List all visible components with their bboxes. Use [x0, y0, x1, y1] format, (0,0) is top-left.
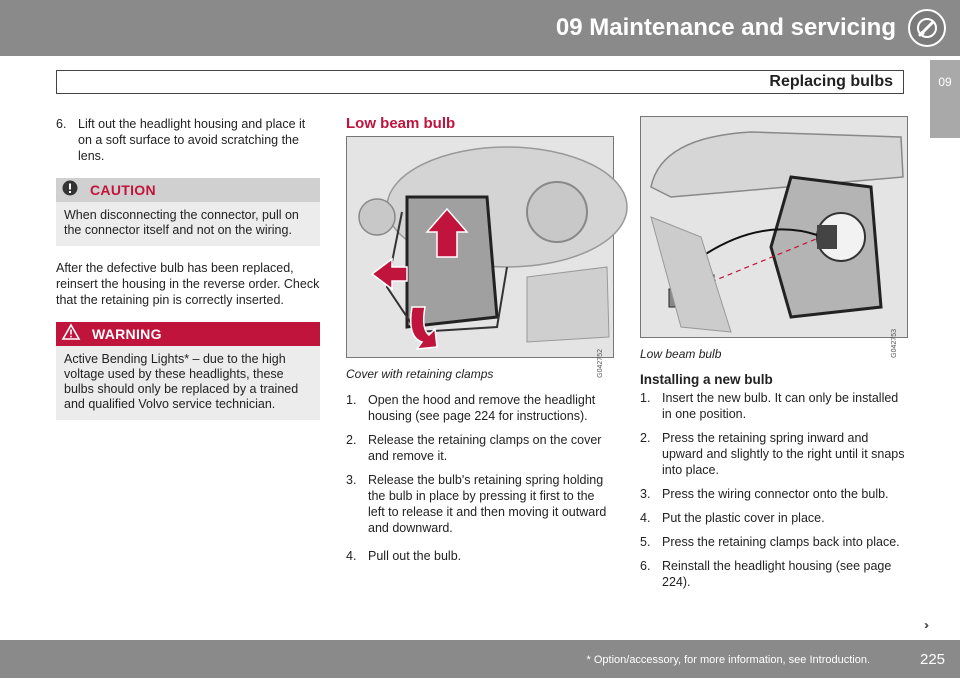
figure-code: G042753: [891, 329, 898, 358]
warning-header: [56, 322, 320, 346]
step-text: Reinstall the headlight housing (see page 224).: [662, 559, 892, 589]
figure-caption: Low beam bulb: [640, 347, 722, 361]
step-number: 6.: [56, 117, 67, 131]
section-title: Replacing bulbs: [769, 73, 893, 90]
chapter-title: 09 Maintenance and servicing: [555, 14, 896, 41]
page-footer-bar: [0, 640, 960, 678]
step-number: 1.: [346, 393, 357, 407]
step-number: 4.: [346, 549, 357, 563]
step-text: Press the wiring connector onto the bulb.: [662, 487, 889, 501]
step-item: [640, 558, 908, 590]
caution-box: [56, 178, 320, 246]
step-item: [640, 510, 908, 526]
warning-text: Active Bending Lights* – due to the high voltage used by these headlights, these bulbs should only be replaced by a trained and qualified Volvo service technician.: [64, 352, 299, 411]
warning-box: [56, 322, 320, 420]
step-text: Insert the new bulb. It can only be installed in one position.: [662, 391, 899, 421]
step-number: 5.: [640, 535, 651, 549]
step-text: Release the retaining clamps on the cover and remove it.: [368, 433, 602, 463]
chapter-header-bar: [0, 0, 960, 56]
chapter-tab-label: 09: [938, 75, 952, 89]
step-text: Lift out the headlight housing and place it on a soft surface to avoid scratching the lens.: [78, 117, 306, 163]
section-heading: Low beam bulb: [346, 115, 456, 132]
step-text: Put the plastic cover in place.: [662, 511, 825, 525]
step-text: Release the bulb's retaining spring holding the bulb in place by pressing it first to the left to release it and then moving it outward and downward.: [368, 473, 607, 535]
step-item: [346, 472, 614, 536]
step-number: 3.: [640, 487, 651, 501]
step-number: 1.: [640, 391, 651, 405]
step-text: Press the retaining clamps back into place.: [662, 535, 900, 549]
warning-triangle-icon: [62, 324, 80, 344]
step-number: 2.: [640, 431, 651, 445]
continue-arrows-icon: ››: [924, 618, 926, 632]
section-bar: [56, 70, 904, 94]
figure-code: G042752: [597, 349, 604, 378]
column-right: [640, 116, 908, 598]
step-item: [640, 486, 908, 502]
figure-caption: Cover with retaining clamps: [346, 367, 494, 381]
caution-text: When disconnecting the connector, pull on the connector itself and not on the wiring.: [64, 208, 299, 237]
step-number: 4.: [640, 511, 651, 525]
step-item: [640, 534, 908, 550]
warning-label: WARNING: [92, 326, 162, 342]
wrench-icon: [908, 9, 946, 47]
exclamation-icon: [62, 180, 78, 200]
step-text: Pull out the bulb.: [368, 549, 462, 563]
step-number: 3.: [346, 473, 357, 487]
step-item: [56, 116, 320, 164]
caution-label: CAUTION: [90, 182, 156, 198]
step-item: [346, 432, 614, 464]
step-number: 2.: [346, 433, 357, 447]
step-item: [346, 548, 614, 564]
paragraph: After the defective bulb has been replaced, reinsert the housing in the reverse order. Check that the retaining pin is correctly inserted.: [56, 261, 320, 307]
column-left: [56, 116, 320, 434]
page-number: 225: [920, 651, 946, 668]
column-middle: [346, 116, 614, 572]
step-item: [346, 392, 614, 424]
section-heading: Installing a new bulb: [640, 372, 773, 387]
step-text: Press the retaining spring inward and upward and slightly to the right until it snaps into place.: [662, 431, 905, 477]
step-text: Open the hood and remove the headlight housing (see page 224 for instructions).: [368, 393, 596, 423]
step-item: [640, 390, 908, 422]
step-number: 6.: [640, 559, 651, 573]
caution-header: [56, 178, 320, 202]
chapter-tab: [930, 60, 960, 138]
footnote: * Option/accessory, for more information, see Introduction.: [586, 654, 870, 666]
step-item: [640, 430, 908, 478]
